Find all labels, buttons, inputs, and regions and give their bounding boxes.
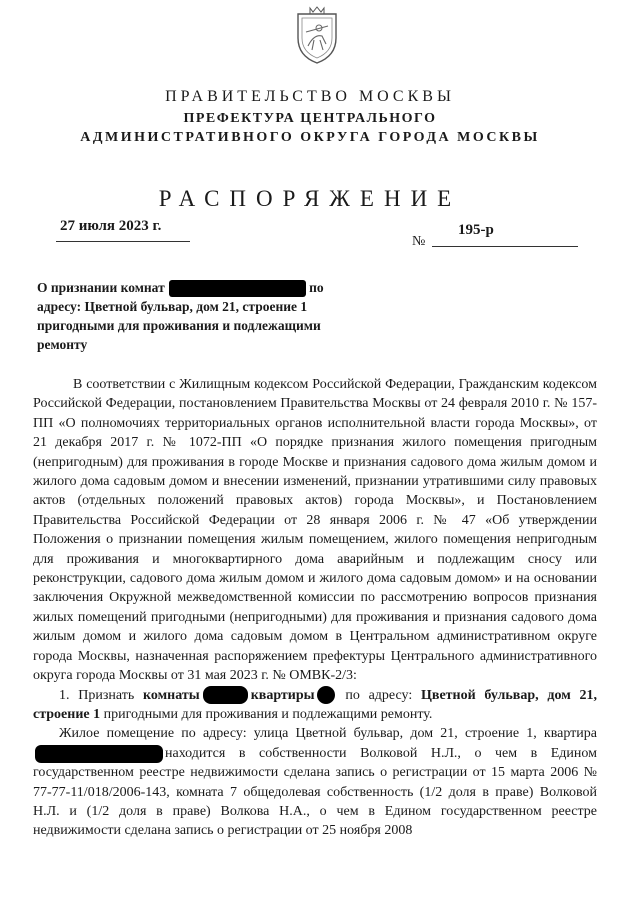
ownership-start: Жилое помещение по адресу: улица Цветной бульвар, дом 21, строение 1, квартира [59,726,597,742]
document-number: 195-р [458,222,494,238]
ownership-paragraph [33,724,597,840]
moscow-coat-of-arms-icon [292,6,342,66]
document-title [37,278,342,354]
item-1-number: 1. Признать [59,687,135,703]
number-label: № [412,234,426,249]
document-date: 27 июля 2023 г. [56,218,190,242]
title-prefix: О признании комнат [37,280,165,295]
government-name: ПРАВИТЕЛЬСТВО МОСКВЫ [165,88,455,105]
redaction-block [203,686,248,704]
item-1-tail: пригодными для проживания и подлежащими ремонту. [103,706,433,722]
document-type-heading: РАСПОРЯЖЕНИЕ [158,186,462,211]
redaction-block [169,280,306,297]
ownership-rest: находится в собственности Волковой Н.Л., о чем в Едином государственном реестре недвижимости сделана запись о регистрации от 15 марта 2006 № 77-77-11/018/2006-143, комната 7 общедолевая собственность (1/2 доля в праве) Волковой Н.Л. и (1/2 доля в праве) Волкова Н.А., о чем в Едином государственном реестре недвижимости сделана запись о регистрации от 25 ноября 2008 [33,745,597,839]
redaction-block [35,745,163,763]
item-1-address: Цветной бульвар, дом 21, строение 1 [33,687,598,722]
document-body [33,375,597,841]
title-rest: по адресу: Цветной бульвар, дом 21, строение 1 пригодными для проживания и подлежащими ремонту [37,280,324,353]
item-1-address-prefix: по адресу: [345,687,413,703]
prefecture-name-line1: ПРЕФЕКТУРА ЦЕНТРАЛЬНОГО [183,111,437,126]
preamble-paragraph: В соответствии с Жилищным кодексом Российской Федерации, Гражданским кодексом Российской Федерации, постановлением Правительства Москвы от 24 февраля 2010 г. № 157-ПП «О полномочиях территориальных органов исполнительной власти города Москвы», от 21 декабря 2017 г. № 1072-ПП «О порядке признания жилого помещения пригодным (непригодным) для проживания в городе Москве и признания садового дома жилым домом и жилого дома садовым домом и внесении изменений, признании утратившими силу правовых актов (отдельных положений правовых актов) города Москвы», и Постановлением Правительства Российской Федерации от 28 января 2006 г. № 47 «Об утверждении Положения о признании помещения жилым помещением, жилого помещения непригодным для проживания и многоквартирного дома аварийным и подлежащим сносу или реконструкции, садового дома жилым домом и жилого дома садовым домом» и на основании заключения Окружной межведомственной комиссии по рассмотрению вопросов признания жилых помещений пригодными (непригодными) для проживания и признания садового дома жилым домом и жилого дома садовым домом в Центральном административном округе города Москвы, назначенная распоряжением префектуры Центрального административного округа города Москвы от 31 мая 2023 г. № ОМВК-2/3: [33,377,597,684]
item-1-apartment: квартиры [250,687,315,703]
number-underline [432,246,578,247]
item-1-paragraph [33,686,597,725]
item-1-rooms: комнаты [143,687,200,703]
prefecture-name-line2: АДМИНИСТРАТИВНОГО ОКРУГА ГОРОДА МОСКВЫ [80,130,540,145]
redaction-block [317,686,335,704]
